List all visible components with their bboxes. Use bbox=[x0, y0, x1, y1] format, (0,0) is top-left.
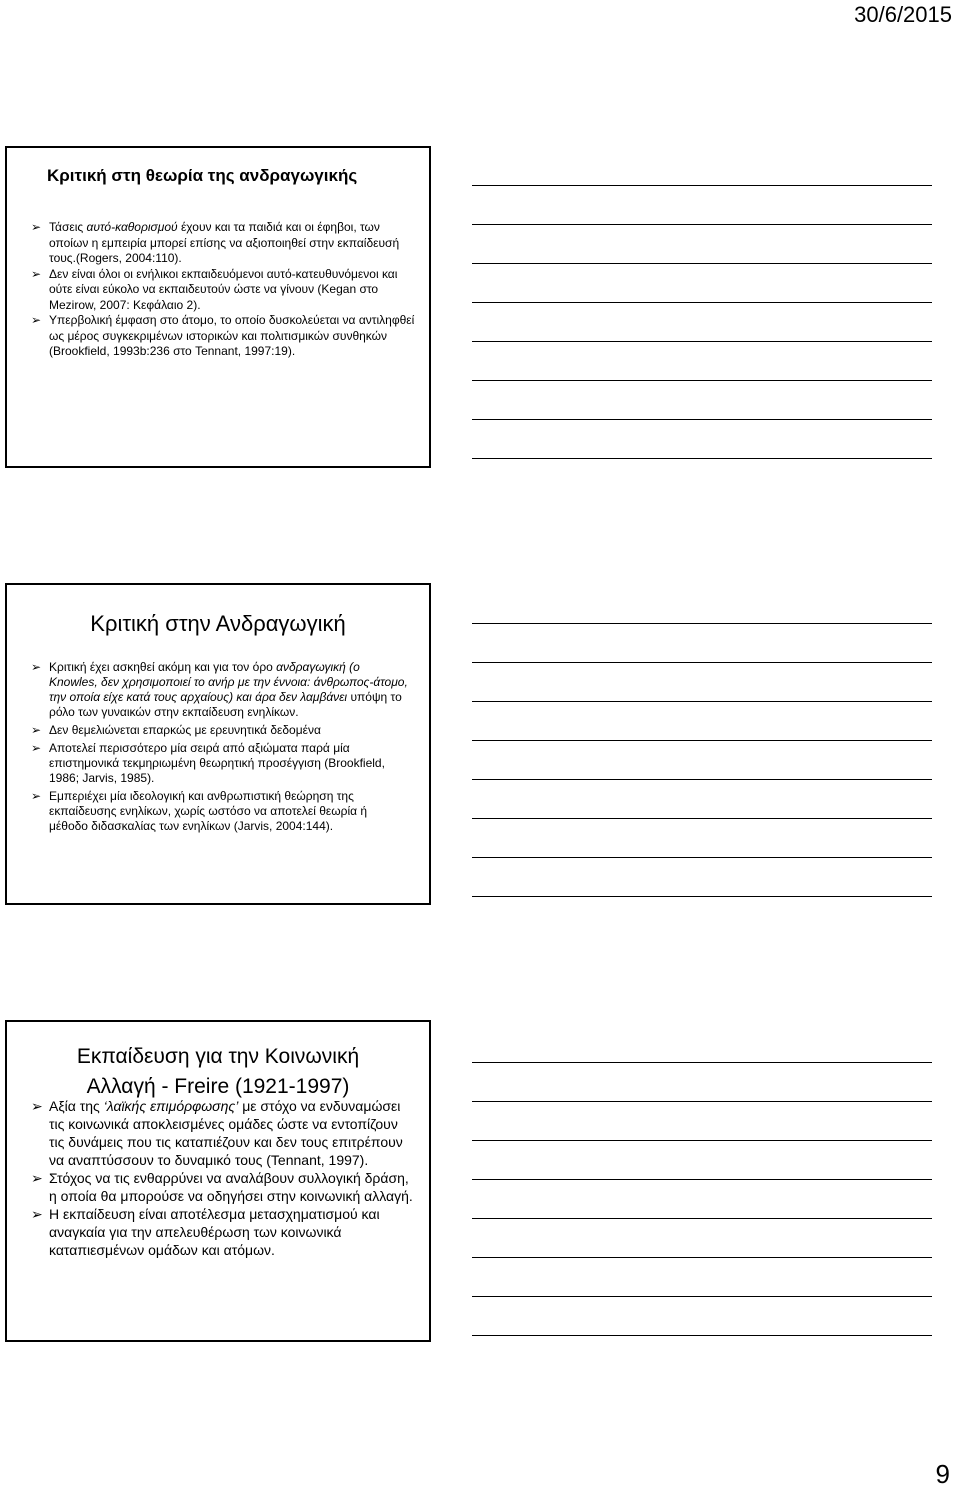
note-line bbox=[472, 224, 932, 225]
bullet-arrow-icon: ➢ bbox=[31, 220, 42, 234]
bullet-text: Δεν είναι όλοι οι ενήλικοι εκπαιδευόμενοι αυτό-κατευθυνόμενοι και ούτε είναι εύκολο να εκπαιδευτούν ώστε να γίνουν (Kegan στο Mezirow, 2007: Κεφάλαιο 2). bbox=[49, 266, 398, 312]
bullet-text: Κριτική έχει ασκηθεί ακόμη και για τον όρο bbox=[49, 660, 277, 674]
bullet-item bbox=[31, 1205, 417, 1259]
note-line bbox=[472, 302, 932, 303]
bullet-text: με στόχο να ενδυναμώσει τις κοινωνικά αποκλεισμένες ομάδες ώστε να εντοπίζουν τις δυνάμεις που τις καταπιέζουν και δεν τους επιτρέπουν να αναπτύσσουν το δυναμικό τους (Tennant, 1997). bbox=[49, 1098, 403, 1168]
bullet-list bbox=[31, 1097, 417, 1259]
slide-title-line: Εκπαίδευση για την Κοινωνική bbox=[76, 1045, 360, 1068]
bullet-text: ‘λαϊκής επιμόρφωσης’ bbox=[103, 1098, 239, 1114]
note-line bbox=[472, 1296, 932, 1297]
slide-thumbnail bbox=[5, 146, 431, 468]
note-line bbox=[472, 263, 932, 264]
bullet-text: έχουν και τα παιδιά και οι έφηβοι, των οποίων η εμπειρία μπορεί επίσης να αξιοποιηθεί στην εκπαίδευσή τους.(Rogers, 2004:110). bbox=[49, 220, 400, 265]
note-line bbox=[472, 1101, 932, 1102]
bullet-list bbox=[31, 660, 409, 837]
slide-thumbnail bbox=[5, 1020, 431, 1342]
note-line bbox=[472, 662, 932, 663]
bullet-arrow-icon: ➢ bbox=[31, 741, 42, 755]
note-line bbox=[472, 818, 932, 819]
note-line bbox=[472, 1335, 932, 1336]
slide-title: Κριτική στην Ανδραγωγική bbox=[90, 611, 346, 636]
page-number: 9 bbox=[935, 1459, 950, 1489]
bullet-item bbox=[31, 660, 409, 720]
bullet-arrow-icon: ➢ bbox=[31, 313, 42, 327]
note-line bbox=[472, 341, 932, 342]
note-line bbox=[472, 623, 932, 624]
note-line bbox=[472, 1140, 932, 1141]
note-line bbox=[472, 380, 932, 381]
note-line bbox=[472, 1257, 932, 1258]
slide-title: Κριτική στη θεωρία της ανδραγωγικής bbox=[47, 166, 358, 185]
slide-title-line: Αλλαγή - Freire (1921-1997) bbox=[86, 1075, 350, 1098]
bullet-item bbox=[31, 789, 409, 834]
note-line bbox=[472, 740, 932, 741]
bullet-arrow-icon: ➢ bbox=[31, 1206, 43, 1222]
bullet-text: Αξία της bbox=[49, 1098, 104, 1114]
bullet-text: Δεν θεμελιώνεται επαρκώς με ερευνητικά δεδομένα bbox=[49, 723, 321, 737]
bullet-text: ανδραγωγική (ο Knowles, δεν χρησιμοποιεί το ανήρ με την έννοια: άνθρωπος-άτομο, την οποία είχε κατά τους αρχαίους) και άρα δεν λαμβάνει bbox=[49, 660, 408, 704]
bullet-arrow-icon: ➢ bbox=[31, 1098, 43, 1114]
bullet-arrow-icon: ➢ bbox=[31, 789, 42, 803]
bullet-text: Εμπεριέχει μία ιδεολογική και ανθρωπιστική θεώρηση της εκπαίδευσης ενηλίκων, χωρίς ωστόσο να αποτελεί θεωρία ή μέθοδο διδασκαλίας των ενηλίκων (Jarvis, 2004:144). bbox=[49, 789, 368, 833]
bullet-text: Τάσεις bbox=[49, 220, 87, 234]
note-line bbox=[472, 1062, 932, 1063]
bullet-text: αυτό-καθορισμού bbox=[86, 220, 178, 234]
print-date: 30/6/2015 bbox=[854, 2, 952, 27]
bullet-item bbox=[31, 220, 419, 267]
note-line bbox=[472, 857, 932, 858]
note-line bbox=[472, 1179, 932, 1180]
bullet-item bbox=[31, 1169, 417, 1205]
note-line bbox=[472, 419, 932, 420]
note-line bbox=[472, 185, 932, 186]
bullet-text: Στόχος να τις ενθαρρύνει να αναλάβουν συλλογική δράση, η οποία θα μπορούσε να οδηγήσει στην κοινωνική αλλαγή. bbox=[49, 1170, 413, 1204]
note-line bbox=[472, 779, 932, 780]
bullet-item bbox=[31, 313, 419, 360]
bullet-item bbox=[31, 723, 409, 738]
bullet-item bbox=[31, 267, 419, 314]
note-line bbox=[472, 701, 932, 702]
slide-title bbox=[7, 1042, 429, 1102]
bullet-arrow-icon: ➢ bbox=[31, 266, 42, 281]
note-line bbox=[472, 896, 932, 897]
bullet-text: Υπερβολική έμφαση στο άτομο, το οποίο δυσκολεύεται να αντιληφθεί ως μέρος συγκεκριμένων ιστορικών και πολιτισμικών συνθηκών (Brookfield, 1993b:236 στο Tennant, 1997:19). bbox=[49, 313, 415, 358]
bullet-item bbox=[31, 1097, 417, 1169]
bullet-arrow-icon: ➢ bbox=[31, 660, 42, 674]
note-line bbox=[472, 1218, 932, 1219]
note-line bbox=[472, 458, 932, 459]
bullet-list bbox=[31, 220, 419, 360]
bullet-arrow-icon: ➢ bbox=[31, 1170, 43, 1186]
bullet-item bbox=[31, 741, 409, 786]
slide-thumbnail bbox=[5, 583, 431, 905]
bullet-text: Αποτελεί περισσότερο μία σειρά από αξιώματα παρά μία επιστημονικά τεκμηριωμένη θεωρητική προσέγγιση (Brookfield, 1986; Jarvis, 1985). bbox=[49, 741, 385, 785]
bullet-text: Η εκπαίδευση είναι αποτέλεσμα μετασχηματισμού και αναγκαία για την απελευθέρωση των κοινωνικά καταπιεσμένων ομάδων και ατόμων. bbox=[49, 1206, 380, 1258]
bullet-arrow-icon: ➢ bbox=[31, 723, 42, 737]
bullet-text: υπόψη το ρόλο των γυναικών στην εκπαίδευση ενηλίκων. bbox=[49, 690, 402, 719]
